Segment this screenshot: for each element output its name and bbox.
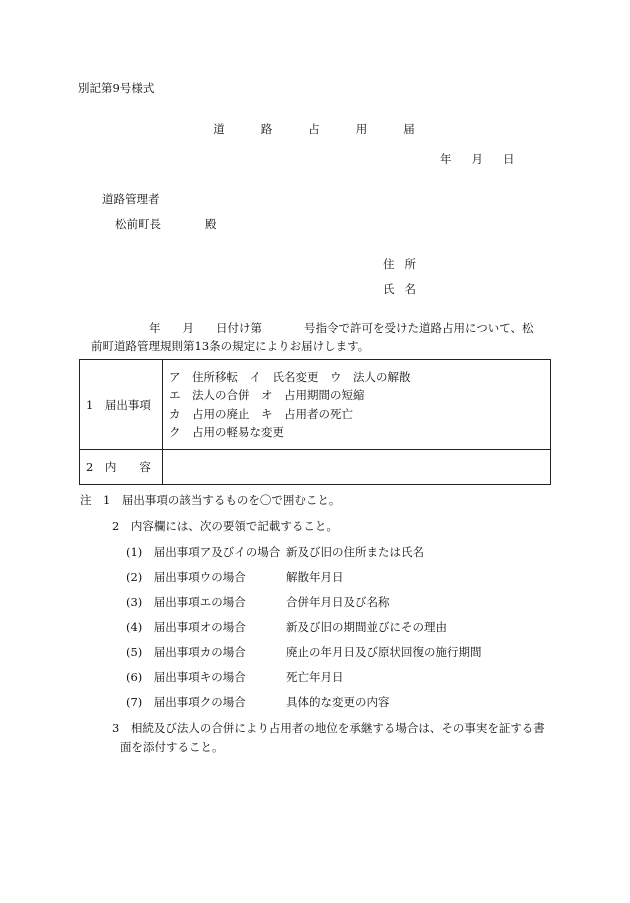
note-3-line1: 3 相続及び法人の合併により占用者の地位を承継する場合は、その事実を証する書 (112, 721, 545, 735)
note-1: 注 1 届出事項の該当するものを〇で囲むこと。 (80, 493, 341, 507)
body-text-line2: 前町道路管理規則第13条の規定によりお届けします。 (91, 339, 370, 353)
addressee-office: 道路管理者 (102, 192, 160, 206)
label-char: 名 (404, 282, 416, 296)
applicant-name-label (383, 281, 426, 297)
note-sub-item: (3) 届出事項エの場合 合併年月日及び名称 (126, 595, 390, 609)
note-2: 2 内容欄には、次の要領で記載すること。 (112, 519, 338, 533)
label-char: 所 (404, 257, 416, 271)
addressee-name (115, 216, 217, 232)
notification-table (79, 359, 551, 485)
row-label-notification-items: 1 届出事項 (80, 360, 163, 450)
body-month: 月 (182, 321, 194, 335)
note-sub-item: (5) 届出事項カの場合 廃止の年月日及び原状回復の施行期間 (126, 645, 482, 659)
label-char: 氏 (383, 282, 395, 296)
note-sub-item: (7) 届出事項クの場合 具体的な変更の内容 (126, 695, 390, 709)
item-line: ア 住所移転 イ 氏名変更 ウ 法人の解散 (169, 369, 411, 384)
title-char: 届 (403, 122, 417, 136)
title-char: 路 (260, 122, 275, 136)
content-cell[interactable] (163, 450, 551, 485)
date-day: 日 (503, 152, 515, 166)
form-number: 別記第9号様式 (78, 81, 155, 95)
document-title (0, 121, 630, 137)
item-line: カ 占用の廃止 キ 占用者の死亡 (169, 406, 353, 421)
date-field (440, 151, 535, 167)
body-date-no: 日付け第 (216, 321, 262, 335)
date-month: 月 (471, 152, 483, 166)
note-sub-item: (2) 届出事項ウの場合 解散年月日 (126, 570, 344, 584)
item-line: ク 占用の軽易な変更 (169, 425, 284, 439)
body-rest: 号指令で許可を受けた道路占用について、松 (304, 321, 534, 335)
item-line: エ 法人の合併 オ 占用期間の短縮 (169, 388, 365, 402)
notification-items-cell[interactable] (163, 360, 551, 450)
row-label-content: 2 内 容 (80, 450, 163, 485)
note-3-line2: 面を添付すること。 (120, 740, 224, 754)
honorific: 殿 (205, 217, 217, 231)
title-char: 道 (213, 122, 227, 136)
note-sub-item: (4) 届出事項オの場合 新及び旧の期間並びにその理由 (126, 620, 447, 634)
title-char: 用 (355, 122, 370, 136)
title-char: 占 (308, 122, 322, 136)
table-row (80, 360, 551, 450)
label-char: 住 (383, 257, 395, 271)
body-text-line1 (149, 320, 542, 336)
addressee-name-text: 松前町長 (115, 217, 161, 231)
note-sub-item: (6) 届出事項キの場合 死亡年月日 (126, 670, 344, 684)
date-year: 年 (440, 152, 452, 166)
body-year: 年 (149, 321, 161, 335)
note-sub-item: (1) 届出事項ア及びイの場合 新及び旧の住所または氏名 (126, 545, 424, 559)
table-row (80, 450, 551, 485)
applicant-address-label (383, 256, 426, 272)
